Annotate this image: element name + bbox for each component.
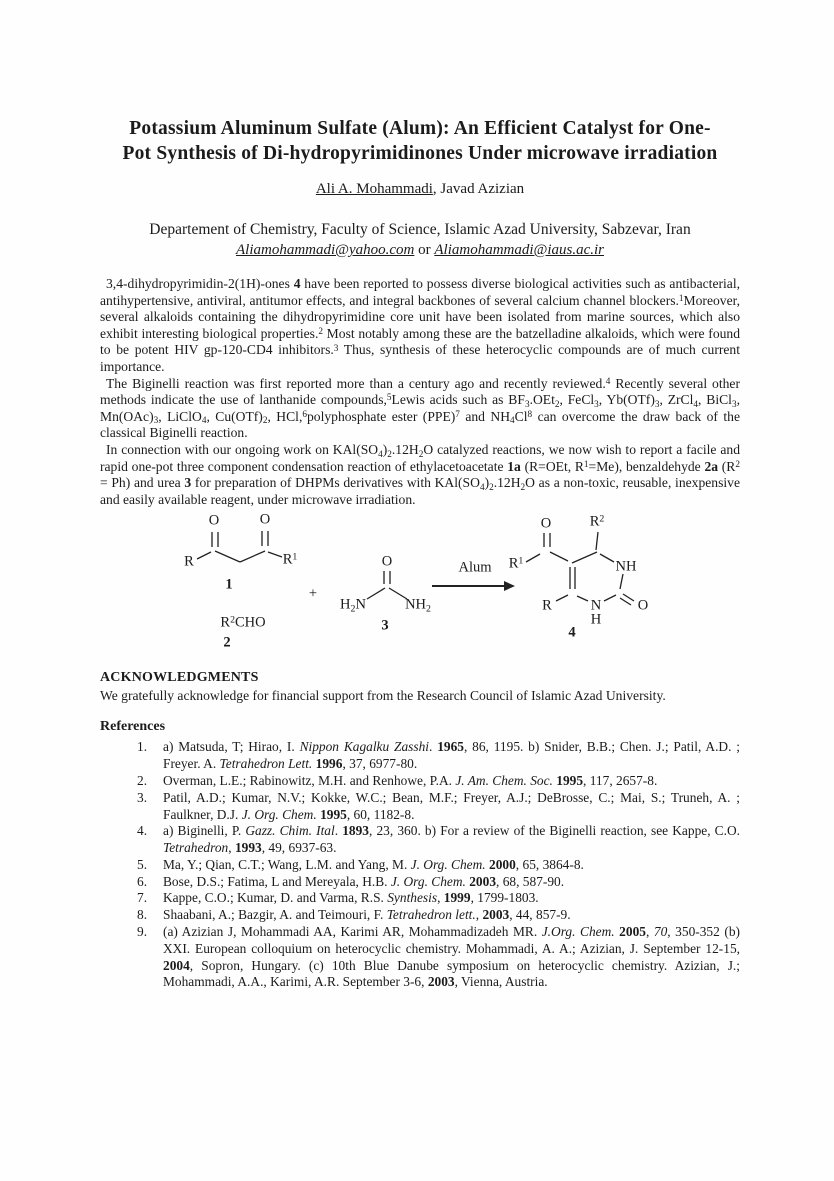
reference-item bbox=[100, 857, 740, 874]
product-ring-nh-h-label: H bbox=[590, 611, 602, 628]
reference-item bbox=[100, 890, 740, 907]
aldehyde-formula-label: $R^2CHO$ bbox=[220, 614, 266, 631]
product-acyl-o-label: O bbox=[540, 515, 552, 532]
email-link[interactable]: Aliamohammadi@iaus.ac.ir bbox=[434, 242, 604, 258]
diketone-carbonyl-o-label: O bbox=[208, 512, 220, 529]
r1-group-label: $R^1$ bbox=[282, 551, 298, 568]
reference-item bbox=[100, 907, 740, 924]
product-r2-label: $R^2$ bbox=[589, 513, 605, 530]
plus-sign: + bbox=[308, 585, 318, 602]
reference-number: 6. bbox=[137, 873, 148, 889]
paper-title bbox=[100, 116, 740, 166]
acknowledgments-text: We gratefully acknowledge for financial support from the Research Council of Islamic Azad University. bbox=[100, 688, 666, 704]
compound-1-label: 1 bbox=[225, 576, 233, 593]
reference-number: 4. bbox=[137, 823, 148, 839]
arrow-head bbox=[504, 581, 515, 591]
reference-item bbox=[100, 924, 740, 991]
acknowledgments-heading: ACKNOWLEDGMENTS bbox=[100, 670, 259, 686]
compound-4-label: 4 bbox=[568, 624, 576, 641]
reaction-scheme bbox=[100, 510, 740, 662]
product-r1-label: $R^1$ bbox=[508, 555, 524, 572]
reference-item bbox=[100, 874, 740, 891]
product-nh-label: NH bbox=[615, 558, 637, 575]
reference-text: Kappe, C.O.; Kumar, D. and Varma, R.S. Synthesis, 1999, 1799-1803. bbox=[163, 890, 539, 906]
product-c2-o-label: O bbox=[637, 597, 649, 614]
title-line-2: Pot Synthesis of Di-hydropyrimidinones Under microwave irradiation bbox=[122, 143, 718, 164]
paragraph-biginelli: The Biginelli reaction was first reported more than a century ago and recently reviewed.$^4$ Recently several other methods indicate the use of lanthanide compounds,$^5$Lewis acids such as BF3.OEt2, FeCl3, Yb(OTf)3, ZrCl4, BiCl3, Mn(OAc)3, LiClO4, Cu(OTf)2, HCl,$^6$polyphosphate ester (PPE)$^7$ and NH4Cl$^8$ can overcome the draw back of the classical Biginelli reaction. bbox=[100, 375, 740, 441]
reference-number: 9. bbox=[137, 924, 148, 940]
reference-item bbox=[100, 823, 740, 857]
title-line-1: Potassium Aluminum Sulfate (Alum): An Efficient Catalyst for One- bbox=[129, 118, 711, 139]
reference-number: 1. bbox=[137, 739, 148, 755]
reference-number: 7. bbox=[137, 890, 148, 906]
reference-text: Bose, D.S.; Fatima, L and Mereyala, H.B. J. Org. Chem. 2003, 68, 587-90. bbox=[163, 873, 565, 889]
affiliation: Departement of Chemistry, Faculty of Science, Islamic Azad University, Sabzevar, Iran bbox=[149, 221, 691, 238]
reference-text: a) Matsuda, T; Hirao, I. Nippon Kagalku Zasshi. 1965, 86, 1195. b) Snider, B.B.; Chen. J.; Patil, A.D. ; Freyer. A. Tetrahedron Lett. 1996, 37, 6977-80. bbox=[163, 739, 740, 772]
scheme-bond-drawing bbox=[100, 510, 740, 662]
reference-item bbox=[100, 790, 740, 824]
reference-text: Patil, A.D.; Kumar, N.V.; Kokke, W.C.; Bean, M.F.; Freyer, A.J.; DeBrosse, C.; Mai, S.; Truneh, A. ; Faulkner, D.J. J. Org. Chem. 1995, 60, 1182-8. bbox=[163, 789, 740, 822]
references-list bbox=[100, 739, 740, 991]
compound-2-label: 2 bbox=[223, 634, 231, 651]
r-group-label: R bbox=[184, 553, 194, 570]
reference-number: 2. bbox=[137, 772, 148, 788]
reference-number: 8. bbox=[137, 907, 148, 923]
paragraph-biology: 3,4-dihydropyrimidin-2(1H)-ones 4 have been reported to possess diverse biological activities such as antibacterial, antihypertensive, antiviral, antitumor effects, and integral backbones of several calcium channel blockers.$^1$Moreover, several alkaloids containing the dihydropyrimidine core unit have been isolated from marine sources, which also exhibit interesting biological properties.$^2$ Most notably among these are the batzelladine alkaloids, which were found to be potent HIV gp-120-CD4 inhibitors.$^3$ Thus, synthesis of these heterocyclic compounds are of much current importance. bbox=[100, 276, 741, 374]
authors-line: Ali A. Mohammadi, Javad Azizian bbox=[315, 181, 525, 197]
product-r-label: R bbox=[542, 597, 552, 614]
urea-nh2-label: NH2 bbox=[405, 596, 431, 615]
email-line: Aliamohammadi@yahoo.com or Aliamohammadi@iaus.ac.ir bbox=[236, 242, 604, 258]
compound-3-label: 3 bbox=[381, 617, 389, 634]
urea-h2n-label: H2N bbox=[340, 596, 366, 615]
reference-number: 5. bbox=[137, 856, 148, 872]
email-link[interactable]: Aliamohammadi@yahoo.com bbox=[236, 242, 415, 258]
reference-text: (a) Azizian J, Mohammadi AA, Karimi AR, Mohammadizadeh MR. J.Org. Chem. 2005, 70, 350-352 (b) XXI. European colloquium on heterocyclic chemistry. Mohammadi, A. A.; Azizian, J. September 12-15, 2004, Sopron, Hungary. (c) 10th Blue Danube symposium on heterocyclic chemistry. Azizian, J.; Mohammadi, A.A., Karimi, A.R. September 3-6, 2003, Vienna, Austria. bbox=[163, 924, 740, 990]
diketone-carbonyl-o2-label: O bbox=[259, 511, 271, 528]
alum-catalyst-label: Alum bbox=[458, 559, 492, 576]
product-ring-n-label: N bbox=[590, 597, 602, 614]
reference-item bbox=[100, 739, 740, 773]
references-heading: References bbox=[100, 719, 166, 735]
reference-text: Ma, Y.; Qian, C.T.; Wang, L.M. and Yang, M. J. Org. Chem. 2000, 65, 3864-8. bbox=[163, 856, 584, 872]
reference-text: Overman, L.E.; Rabinowitz, M.H. and Renhowe, P.A. J. Am. Chem. Soc. 1995, 117, 2657-8. bbox=[163, 772, 658, 788]
reference-text: Shaabani, A.; Bazgir, A. and Teimouri, F. Tetrahedron lett., 2003, 44, 857-9. bbox=[163, 907, 571, 923]
reference-item bbox=[100, 773, 740, 790]
urea-o-label: O bbox=[381, 553, 393, 570]
paragraph-this-work: In connection with our ongoing work on KAl(SO4)2.12H2O catalyzed reactions, we now wish to report a facile and rapid one-pot three component condensation reaction of ethylacetoacetate 1a (R=OEt, $R^1=Me$), benzaldehyde 2a $(R^2 = Ph)$ and urea 3 for preparation of DHPMs derivatives with KAl(SO4)2.12H2O as a non-toxic, reusable, inexpensive and easily available reagent, under microwave irradiation. bbox=[100, 441, 740, 507]
reference-number: 3. bbox=[137, 789, 148, 805]
reference-text: a) Biginelli, P. Gazz. Chim. Ital. 1893, 23, 360. b) For a review of the Biginelli reaction, see Kappe, C.O. Tetrahedron, 1993, 49, 6937-63. bbox=[163, 823, 740, 856]
